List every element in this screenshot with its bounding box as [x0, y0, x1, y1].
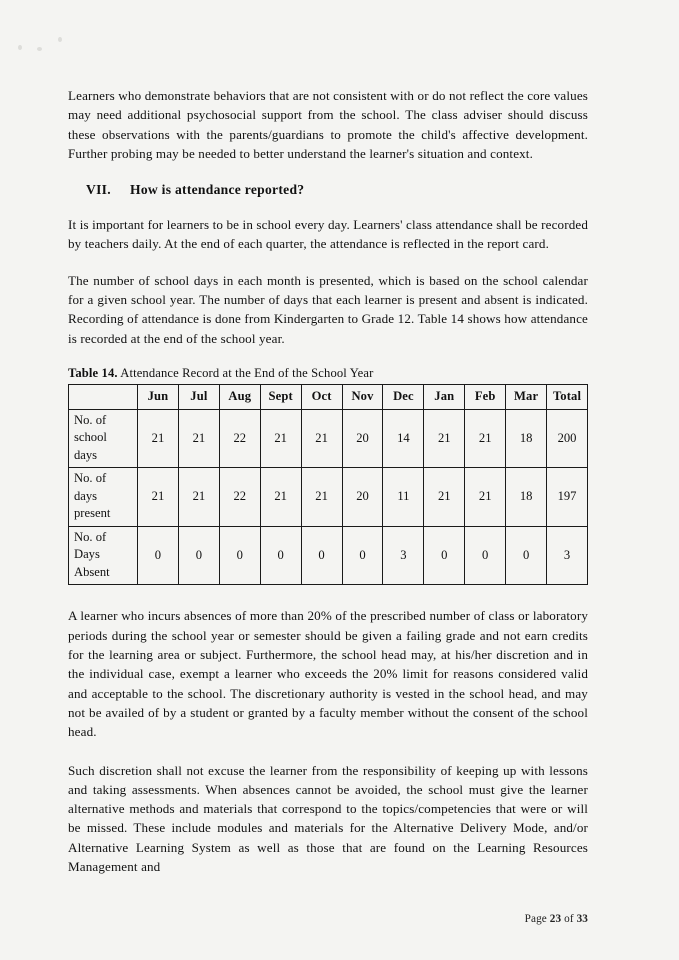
- cell-days-present-sept: 21: [260, 468, 301, 527]
- cell-days-present-total: 197: [547, 468, 588, 527]
- cell-days-present-nov: 20: [342, 468, 383, 527]
- cell-school-days-total: 200: [547, 409, 588, 468]
- cell-school-days-sept: 21: [260, 409, 301, 468]
- cell-days-absent-mar: 0: [506, 526, 547, 585]
- column-header-oct: Oct: [301, 384, 342, 409]
- page-number-indicator: [525, 912, 588, 927]
- cell-school-days-jun: 21: [138, 409, 179, 468]
- row-label-line: No. of: [74, 529, 107, 544]
- row-label-school-days: [69, 409, 138, 468]
- row-label-days-present: [69, 468, 138, 527]
- column-header-aug: Aug: [219, 384, 260, 409]
- row-label-line: present: [74, 506, 111, 521]
- section-numeral: VII.: [86, 182, 111, 198]
- cell-days-present-jan: 21: [424, 468, 465, 527]
- footer-current-page: 23: [549, 913, 562, 925]
- row-label-line: Days: [74, 547, 100, 562]
- column-header-feb: Feb: [465, 384, 506, 409]
- table-header-row: [69, 384, 588, 409]
- cell-days-present-jul: 21: [178, 468, 219, 527]
- cell-days-present-jun: 21: [138, 468, 179, 527]
- table-corner-cell: [69, 384, 138, 409]
- cell-school-days-mar: 18: [506, 409, 547, 468]
- cell-days-present-aug: 22: [219, 468, 260, 527]
- scan-speck-icon: [58, 37, 62, 42]
- cell-days-absent-oct: 0: [301, 526, 342, 585]
- paragraph-absence-limit: A learner who incurs absences of more than 20% of the prescribed number of class or laboratory periods during the school year or semester should be given a failing grade and not earn credits for the learning area or subject. Furthermore, the school head may, at his/her discretion and in the individual case, exempt a learner who exceeds the 20% limit for reasons considered valid and acceptable to the school. The discretionary authority is vested in the school head, and may not be availed of by a student or granted by a faculty member without the consent of the school head.: [68, 608, 588, 740]
- cell-days-present-oct: 21: [301, 468, 342, 527]
- page-content: [68, 86, 588, 893]
- section-title: How is attendance reported?: [130, 182, 305, 198]
- scan-speck-icon: [18, 45, 22, 50]
- table-body: [69, 409, 588, 585]
- paragraph-attendance-intro: It is important for learners to be in school every day. Learners' class attendance shall be recorded by teachers daily. At the end of each quarter, the attendance is reflected in the report card.: [68, 217, 588, 252]
- footer-total-pages: 33: [576, 913, 588, 925]
- cell-days-absent-jun: 0: [138, 526, 179, 585]
- cell-days-absent-nov: 0: [342, 526, 383, 585]
- cell-days-present-feb: 21: [465, 468, 506, 527]
- cell-days-absent-sept: 0: [260, 526, 301, 585]
- table-header: [69, 384, 588, 409]
- paragraph-alternative-delivery: Such discretion shall not excuse the learner from the responsibility of keeping up with lessons and taking assessments. When absences cannot be avoided, the school must give the learner alternative methods and materials that correspond to the topics/competencies that were or will be missed. These include modules and materials for the Alternative Delivery Mode, and/or Alternative Learning System as well as those that are found on the Learning Resources Management and: [68, 762, 588, 875]
- footer-middle: of: [561, 913, 577, 925]
- row-label-line: days: [74, 447, 98, 462]
- cell-days-absent-dec: 3: [383, 526, 424, 585]
- cell-school-days-jul: 21: [178, 409, 219, 468]
- footer-prefix: Page: [524, 913, 550, 925]
- column-header-sept: Sept: [260, 384, 301, 409]
- cell-days-absent-jan: 0: [424, 526, 465, 585]
- column-header-total: Total: [547, 384, 588, 409]
- column-header-dec: Dec: [383, 384, 424, 409]
- table-caption: [68, 365, 588, 382]
- section-heading-attendance: [68, 180, 588, 199]
- cell-school-days-nov: 20: [342, 409, 383, 468]
- row-label-days-absent: [69, 526, 138, 585]
- row-label-line: Absent: [74, 564, 110, 579]
- cell-school-days-jan: 21: [424, 409, 465, 468]
- cell-school-days-oct: 21: [301, 409, 342, 468]
- column-header-nov: Nov: [342, 384, 383, 409]
- cell-days-present-dec: 11: [383, 468, 424, 527]
- row-label-line: No. of: [74, 412, 107, 427]
- scan-speck-icon: [37, 47, 42, 51]
- table-row: [69, 468, 588, 527]
- cell-days-absent-total: 3: [547, 526, 588, 585]
- cell-days-absent-jul: 0: [178, 526, 219, 585]
- cell-days-present-mar: 18: [506, 468, 547, 527]
- column-header-mar: Mar: [506, 384, 547, 409]
- attendance-record-table: [68, 384, 588, 586]
- cell-school-days-feb: 21: [465, 409, 506, 468]
- cell-days-absent-aug: 0: [219, 526, 260, 585]
- table-caption-label: Table 14.: [68, 365, 118, 380]
- row-label-line: school: [74, 430, 107, 445]
- row-label-line: No. of: [74, 471, 107, 486]
- column-header-jun: Jun: [138, 384, 179, 409]
- table-row: [69, 409, 588, 468]
- row-label-line: days: [74, 488, 98, 503]
- column-header-jul: Jul: [178, 384, 219, 409]
- cell-days-absent-feb: 0: [465, 526, 506, 585]
- table-row: [69, 526, 588, 585]
- cell-school-days-aug: 22: [219, 409, 260, 468]
- column-header-jan: Jan: [424, 384, 465, 409]
- table-caption-text: Attendance Record at the End of the School Year: [117, 365, 374, 380]
- paragraph-school-days: The number of school days in each month is presented, which is based on the school calendar for a given school year. The number of days that each learner is present and absent is indicated. Recording of attendance is done from Kindergarten to Grade 12. Table 14 shows how attendance is recorded at the end of the school year.: [68, 272, 588, 346]
- paragraph-core-values: Learners who demonstrate behaviors that are not consistent with or do not reflect the core values may need additional psychosocial support from the school. The class adviser should discuss these observations with the parents/guardians to promote the child's affective development. Further probing may be needed to better understand the learner's situation and context.: [68, 88, 588, 161]
- cell-school-days-dec: 14: [383, 409, 424, 468]
